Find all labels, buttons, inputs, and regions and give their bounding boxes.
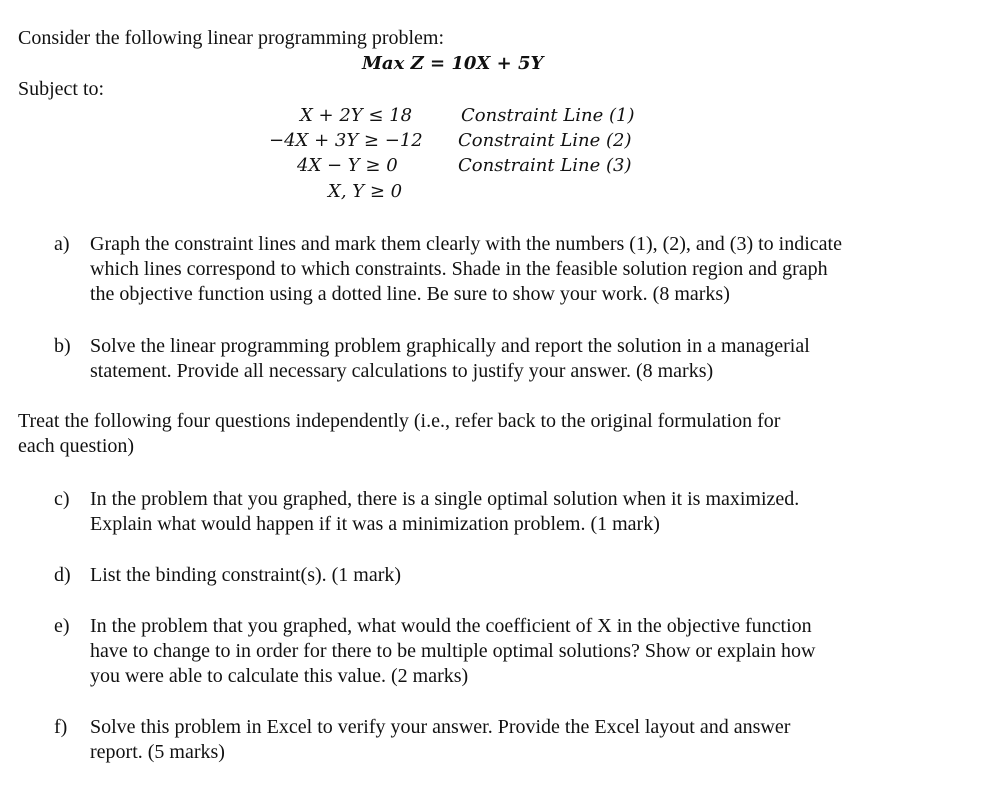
question-line: Solve this problem in Excel to verify your answer. Provide the Excel layout and answer <box>90 716 791 738</box>
constraint-name-3: Constraint Line (3) <box>458 155 632 176</box>
question-line: Explain what would happen if it was a minimization problem. (1 mark) <box>90 513 660 535</box>
subject-to-label: Subject to: <box>18 78 105 100</box>
question-line: Graph the constraint lines and mark them clearly with the numbers (1), (2), and (3) to indicate <box>90 233 842 255</box>
constraint-expr-2: −4X + 3Y ≥ −12 <box>269 130 423 151</box>
question-line: In the problem that you graphed, what would the coefficient of X in the objective function <box>90 615 812 637</box>
intro-text: Consider the following linear programming problem: <box>18 27 445 49</box>
constraint-name-2: Constraint Line (2) <box>458 130 632 151</box>
question-label: c) <box>54 488 70 510</box>
question-line: Solve the linear programming problem graphically and report the solution in a managerial <box>90 335 810 357</box>
question-line: In the problem that you graphed, there is a single optimal solution when it is maximized. <box>90 488 800 510</box>
question-label: f) <box>54 716 68 738</box>
question-label: a) <box>54 233 70 255</box>
note-line: Treat the following four questions independently (i.e., refer back to the original formulation for <box>18 410 781 432</box>
question-line: you were able to calculate this value. (2 marks) <box>90 665 469 687</box>
question-line: which lines correspond to which constraints. Shade in the feasible solution region and graph <box>90 258 828 280</box>
objective-function: Max Z = 10X + 5Y <box>362 53 544 74</box>
question-line: List the binding constraint(s). (1 mark) <box>90 564 402 586</box>
constraint-expr-3: 4X − Y ≥ 0 <box>297 155 398 176</box>
note-line: each question) <box>18 435 135 457</box>
question-line: statement. Provide all necessary calculations to justify your answer. (8 marks) <box>90 360 714 382</box>
question-label: b) <box>54 335 71 357</box>
constraint-expr-1: X + 2Y ≤ 18 <box>300 105 413 126</box>
question-line: the objective function using a dotted line. Be sure to show your work. (8 marks) <box>90 283 730 305</box>
constraint-name-1: Constraint Line (1) <box>461 105 635 126</box>
question-label: e) <box>54 615 70 637</box>
constraint-expr-nonneg: X, Y ≥ 0 <box>328 181 403 202</box>
question-label: d) <box>54 564 71 586</box>
question-line: report. (5 marks) <box>90 741 225 763</box>
question-line: have to change to in order for there to be multiple optimal solutions? Show or explain how <box>90 640 816 662</box>
